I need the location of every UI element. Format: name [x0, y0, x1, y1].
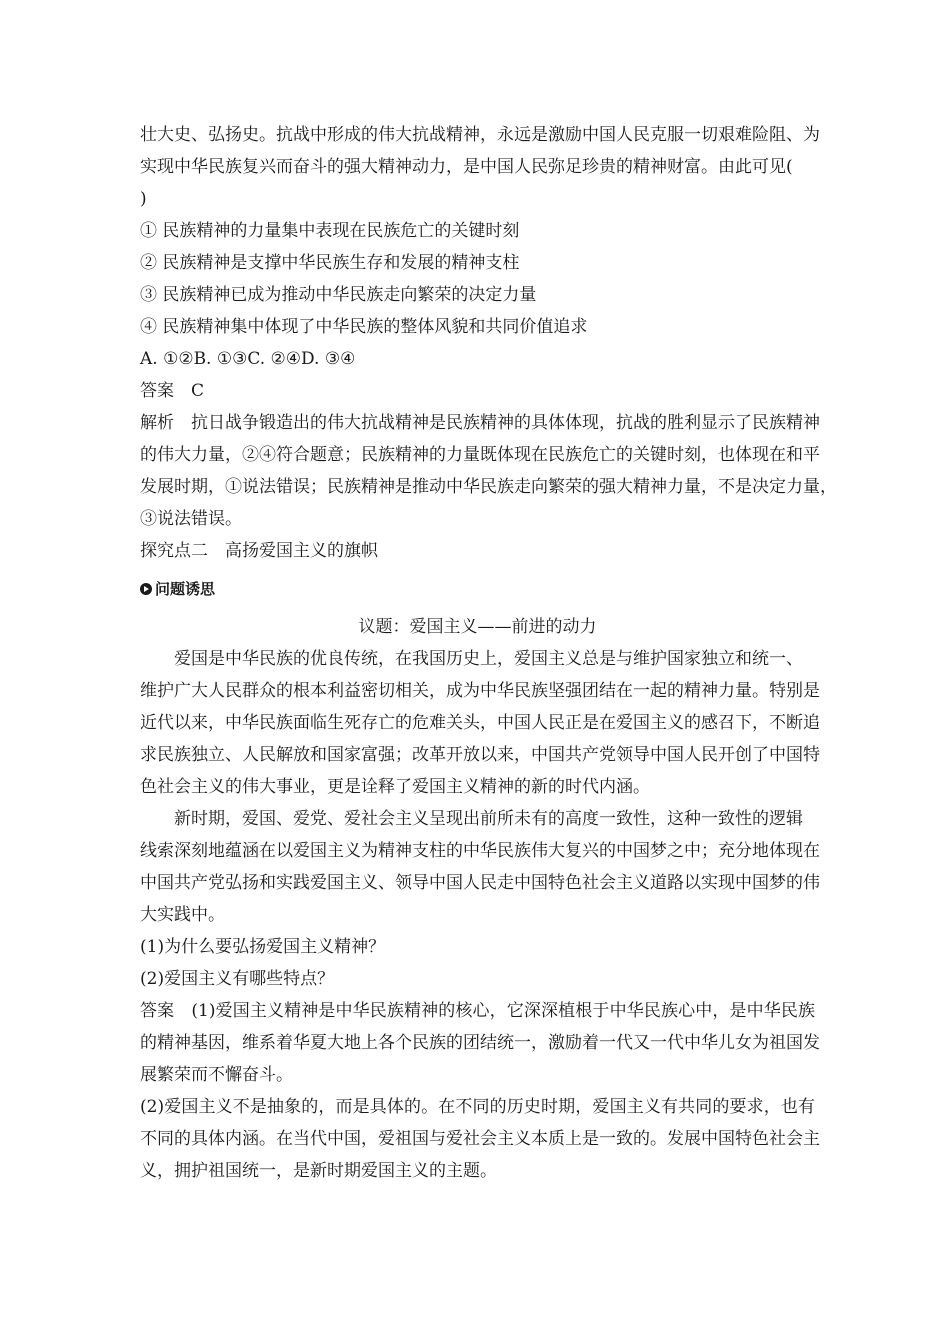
material-line: 线索深刻地蕴涵在以爱国主义为精神支柱的中华民族伟大复兴的中国梦之中；充分地体现在	[140, 841, 820, 861]
material-line: 大实践中。	[140, 905, 225, 925]
section-title: 探究点二 高扬爱国主义的旗帜	[140, 541, 378, 561]
question-2: (2)爱国主义有哪些特点？	[140, 969, 335, 989]
analysis-line: 的伟大力量，②④符合题意；民族精神的力量既体现在民族危亡的关键时刻，也体现在和平	[140, 445, 820, 465]
statement-2: ② 民族精神是支撑中华民族生存和发展的精神支柱	[140, 253, 520, 273]
material-line: 中国共产党弘扬和实践爱国主义、领导中国人民走中国特色社会主义道路以实现中国梦的伟	[140, 873, 820, 893]
subheading-label: 问题诱思	[155, 580, 216, 598]
question-stem-line: 壮大史、弘扬史。抗战中形成的伟大抗战精神，永远是激励中国人民克服一切艰难险阻、为	[140, 125, 820, 145]
statement-3: ③ 民族精神已成为推动中华民族走向繁荣的决定力量	[140, 285, 537, 305]
material-line: 新时期，爱国、爱党、爱社会主义呈现出前所未有的高度一致性，这种一致性的逻辑	[174, 809, 803, 829]
material-line: 求民族独立、人民解放和国家富强；改革开放以来，中国共产党领导中国人民开创了中国特	[140, 745, 820, 765]
play-circle-icon	[140, 583, 152, 595]
material-line: 爱国是中华民族的优良传统，在我国历史上，爱国主义总是与维护国家独立和统一、	[174, 649, 803, 669]
answer-key: 答案 C	[140, 381, 205, 401]
answer-line: 展繁荣而不懈奋斗。	[140, 1065, 293, 1085]
answer-line: 答案 (1)爱国主义精神是中华民族精神的核心，它深深植根于中华民族心中，是中华民族	[140, 1001, 815, 1021]
question-stem-line: 实现中华民族复兴而奋斗的强大精神动力，是中国人民弥足珍贵的精神财富。由此可见(	[140, 157, 793, 177]
answer-line: 的精神基因，维系着华夏大地上各个民族的团结统一，激励着一代又一代中华儿女为祖国发	[140, 1033, 820, 1053]
answer-line: 不同的具体内涵。在当代中国，爱祖国与爱社会主义本质上是一致的。发展中国特色社会主	[140, 1129, 820, 1149]
topic-title: 议题：爱国主义——前进的动力	[358, 617, 597, 637]
analysis-line: 解析 抗日战争锻造出的伟大抗战精神是民族精神的具体体现，抗战的胜利显示了民族精神	[140, 413, 820, 433]
material-line: 近代以来，中华民族面临生死存亡的危难关头，中国人民正是在爱国主义的感召下，不断追	[140, 713, 820, 733]
question-1: (1)为什么要弘扬爱国主义精神？	[140, 937, 386, 957]
subheading	[140, 578, 815, 600]
analysis-line: 发展时期，①说法错误；民族精神是推动中华民族走向繁荣的强大精神力量，不是决定力量，	[140, 477, 837, 497]
material-line: 色社会主义的伟大事业，更是诠释了爱国主义精神的新的时代内涵。	[140, 777, 650, 797]
answer-line: (2)爱国主义不是抽象的，而是具体的。在不同的历史时期，爱国主义有共同的要求，也有	[140, 1097, 815, 1117]
answer-line: 义，拥护祖国统一，是新时期爱国主义的主题。	[140, 1161, 497, 1181]
answer-options: A. ①②B. ①③C. ②④D. ③④	[140, 349, 356, 369]
statement-1: ① 民族精神的力量集中表现在民族危亡的关键时刻	[140, 221, 520, 241]
analysis-line: ③说法错误。	[140, 509, 242, 529]
question-stem-line: )	[140, 189, 147, 209]
material-line: 维护广大人民群众的根本利益密切相关，成为中华民族坚强团结在一起的精神力量。特别是	[140, 681, 820, 701]
statement-4: ④ 民族精神集中体现了中华民族的整体风貌和共同价值追求	[140, 317, 588, 337]
